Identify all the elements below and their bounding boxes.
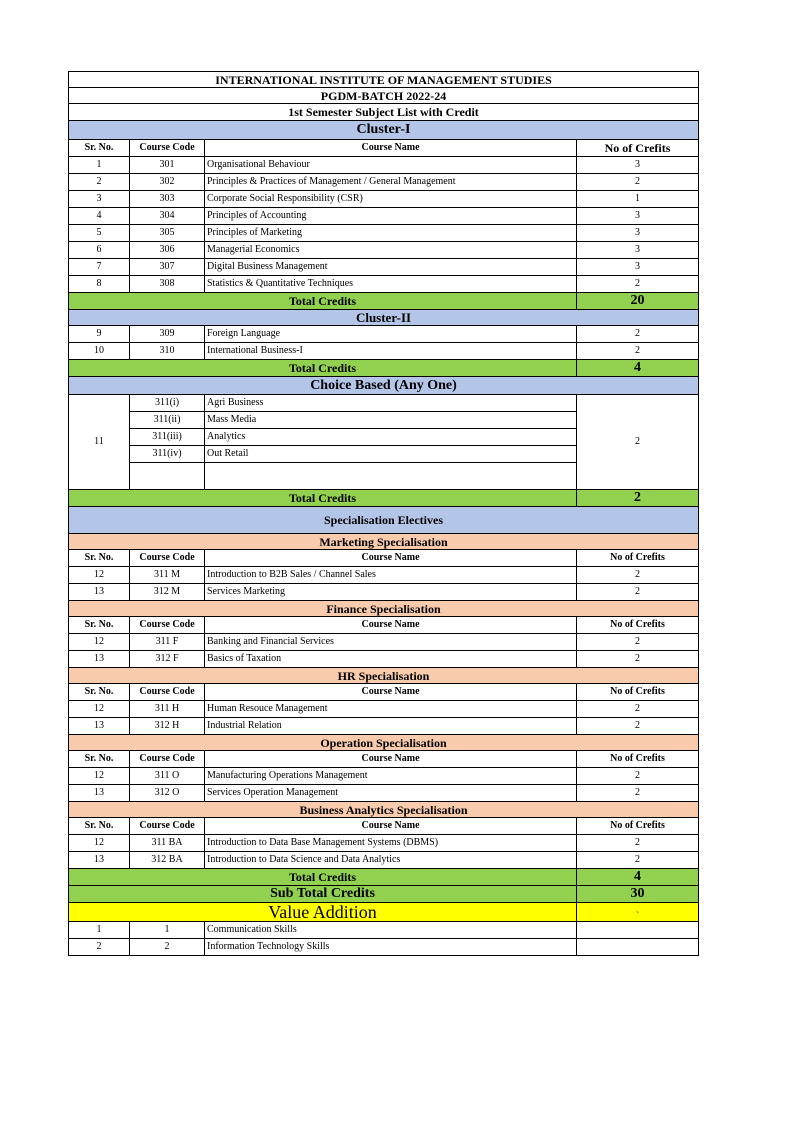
sr-cell: 4 [69,208,130,225]
specialisation-title: Business Analytics Specialisation [69,802,699,818]
credits-cell: 2 [577,768,699,785]
sr-cell: 13 [69,785,130,802]
col-header-credits: No of Crefits [577,550,699,567]
name-cell: Corporate Social Responsibility (CSR) [205,191,577,208]
table-row [69,242,699,259]
sr-cell: 1 [69,157,130,174]
code-cell: 1 [130,922,205,939]
sr-cell: 6 [69,242,130,259]
sr-cell: 3 [69,191,130,208]
specialisation-title: Marketing Specialisation [69,534,699,550]
name-cell: Managerial Economics [205,242,577,259]
name-cell: Foreign Language [205,326,577,343]
code-cell: 311(iv) [130,446,205,463]
table-row [69,701,699,718]
choice-sr-cell: 11 [69,395,130,490]
credits-cell: 2 [577,651,699,668]
sr-cell: 5 [69,225,130,242]
code-cell: 307 [130,259,205,276]
choice-credits-cell: 2 [577,395,699,490]
code-cell: 309 [130,326,205,343]
name-cell: Agri Business [205,395,577,412]
code-cell: 311(iii) [130,429,205,446]
table-row [69,768,699,785]
col-header-code: Course Code [130,751,205,768]
code-cell: 312 M [130,584,205,601]
table-row [69,634,699,651]
table-row [69,718,699,735]
credits-cell [577,922,699,939]
code-cell: 311 O [130,768,205,785]
credits-cell: 2 [577,343,699,360]
name-cell: International Business-I [205,343,577,360]
col-header-sr: Sr. No. [69,617,130,634]
name-cell: Introduction to Data Science and Data Analytics [205,852,577,869]
value-addition-title [69,903,577,922]
code-cell: 311 H [130,701,205,718]
electives-title: Specialisation Electives [69,507,699,534]
table-row [69,208,699,225]
sr-cell: 9 [69,326,130,343]
name-cell: Analytics [205,429,577,446]
specialisation-title: Finance Specialisation [69,601,699,617]
batch-title: PGDM-BATCH 2022-24 [69,88,699,104]
cluster-2-title: Cluster-II [69,310,699,326]
sr-cell: 12 [69,567,130,584]
name-cell: Manufacturing Operations Management [205,768,577,785]
name-cell: Introduction to Data Base Management Systems (DBMS) [205,835,577,852]
code-cell: 312 H [130,718,205,735]
sr-cell: 2 [69,174,130,191]
table-row [69,835,699,852]
name-cell: Services Operation Management [205,785,577,802]
col-header-name: Course Name [205,751,577,768]
name-cell: Out Retail [205,446,577,463]
table-row [69,225,699,242]
code-cell: 311(i) [130,395,205,412]
code-cell: 302 [130,174,205,191]
code-cell: 310 [130,343,205,360]
col-header-code: Course Code [130,684,205,701]
col-header-credits: No of Crefits [577,617,699,634]
code-cell: 306 [130,242,205,259]
sr-cell: 13 [69,852,130,869]
sr-cell: 13 [69,584,130,601]
sr-cell: 12 [69,768,130,785]
col-header-credits: No of Crefits [577,751,699,768]
col-header-code: Course Code [130,818,205,835]
code-cell: 312 O [130,785,205,802]
name-cell: Digital Business Management [205,259,577,276]
name-cell: Principles & Practices of Management / General Management [205,174,577,191]
name-cell: Basics of Taxation [205,651,577,668]
credits-cell: 3 [577,225,699,242]
col-header-name: Course Name [205,684,577,701]
empty-cell [205,463,577,490]
table-row [69,922,699,939]
specialisation-title: HR Specialisation [69,668,699,684]
name-cell: Services Marketing [205,584,577,601]
table-row [69,567,699,584]
table-row [69,939,699,956]
table-row [69,343,699,360]
credits-cell: 2 [577,701,699,718]
sr-cell: 8 [69,276,130,293]
name-cell: Mass Media [205,412,577,429]
credits-cell: 2 [577,634,699,651]
credits-cell: 2 [577,276,699,293]
value-addition-mark: ` [577,903,699,922]
code-cell: 311 BA [130,835,205,852]
sr-cell: 13 [69,651,130,668]
table-row [69,191,699,208]
col-header-name: Course Name [205,818,577,835]
col-header-credits: No of Crefits [577,684,699,701]
table-row [69,584,699,601]
table-row [69,276,699,293]
credits-cell: 3 [577,157,699,174]
name-cell: Information Technology Skills [205,939,577,956]
credits-cell: 2 [577,852,699,869]
credits-cell: 2 [577,718,699,735]
col-header-name: Course Name [205,550,577,567]
credits-cell: 2 [577,785,699,802]
value-addition-title-text: Value Addition [268,902,377,922]
col-header-sr: Sr. No. [69,818,130,835]
cluster-2-total-value: 4 [577,360,699,377]
cluster-2-total-label: Total Credits [69,360,577,377]
sr-cell: 2 [69,939,130,956]
code-cell: 2 [130,939,205,956]
institute-name: INTERNATIONAL INSTITUTE OF MANAGEMENT STUDIES [69,72,699,88]
cluster-1-total-label: Total Credits [69,293,577,310]
credits-cell: 1 [577,191,699,208]
col-header-sr: Sr. No. [69,550,130,567]
choice-title: Choice Based (Any One) [69,377,699,395]
col-header-name: Course Name [205,617,577,634]
col-header-code: Course Code [130,617,205,634]
electives-total-value: 4 [577,869,699,886]
code-cell: 311(ii) [130,412,205,429]
table-row [69,157,699,174]
name-cell: Statistics & Quantitative Techniques [205,276,577,293]
choice-total-value: 2 [577,490,699,507]
table-row [69,785,699,802]
table-row [69,174,699,191]
name-cell: Banking and Financial Services [205,634,577,651]
subtotal-value: 30 [577,886,699,903]
code-cell: 305 [130,225,205,242]
code-cell: 312 BA [130,852,205,869]
credits-cell: 3 [577,242,699,259]
credits-cell: 2 [577,326,699,343]
sr-cell: 12 [69,701,130,718]
code-cell: 312 F [130,651,205,668]
sr-cell: 13 [69,718,130,735]
cluster-1-title: Cluster-I [69,121,699,140]
col-header-credits: No of Crefits [577,818,699,835]
name-cell: Principles of Marketing [205,225,577,242]
name-cell: Introduction to B2B Sales / Channel Sales [205,567,577,584]
specialisation-title: Operation Specialisation [69,735,699,751]
subject-list-table [68,71,699,956]
col-header-credits: No of Crefits [577,140,699,157]
code-cell: 311 M [130,567,205,584]
name-cell: Principles of Accounting [205,208,577,225]
credits-cell: 2 [577,584,699,601]
name-cell: Human Resouce Management [205,701,577,718]
col-header-code: Course Code [130,550,205,567]
name-cell: Communication Skills [205,922,577,939]
col-header-sr: Sr. No. [69,751,130,768]
sr-cell: 1 [69,922,130,939]
sr-cell: 7 [69,259,130,276]
code-cell: 303 [130,191,205,208]
table-row [69,326,699,343]
code-cell: 304 [130,208,205,225]
code-cell: 308 [130,276,205,293]
cluster-1-total-value: 20 [577,293,699,310]
col-header-name: Course Name [205,140,577,157]
electives-total-label: Total Credits [69,869,577,886]
credits-cell: 2 [577,174,699,191]
credits-cell: 2 [577,567,699,584]
credits-cell: 3 [577,259,699,276]
choice-total-label: Total Credits [69,490,577,507]
credits-cell: 3 [577,208,699,225]
sr-cell: 12 [69,835,130,852]
sr-cell: 12 [69,634,130,651]
code-cell: 301 [130,157,205,174]
name-cell: Industrial Relation [205,718,577,735]
credits-cell: 2 [577,835,699,852]
semester-subtitle: 1st Semester Subject List with Credit [69,104,699,121]
table-row [69,259,699,276]
code-cell: 311 F [130,634,205,651]
empty-cell [130,463,205,490]
table-row [69,852,699,869]
subtotal-label: Sub Total Credits [69,886,577,903]
sr-cell: 10 [69,343,130,360]
col-header-sr: Sr. No. [69,684,130,701]
table-row [69,651,699,668]
name-cell: Organisational Behaviour [205,157,577,174]
credits-cell [577,939,699,956]
col-header-sr: Sr. No. [69,140,130,157]
col-header-code: Course Code [130,140,205,157]
